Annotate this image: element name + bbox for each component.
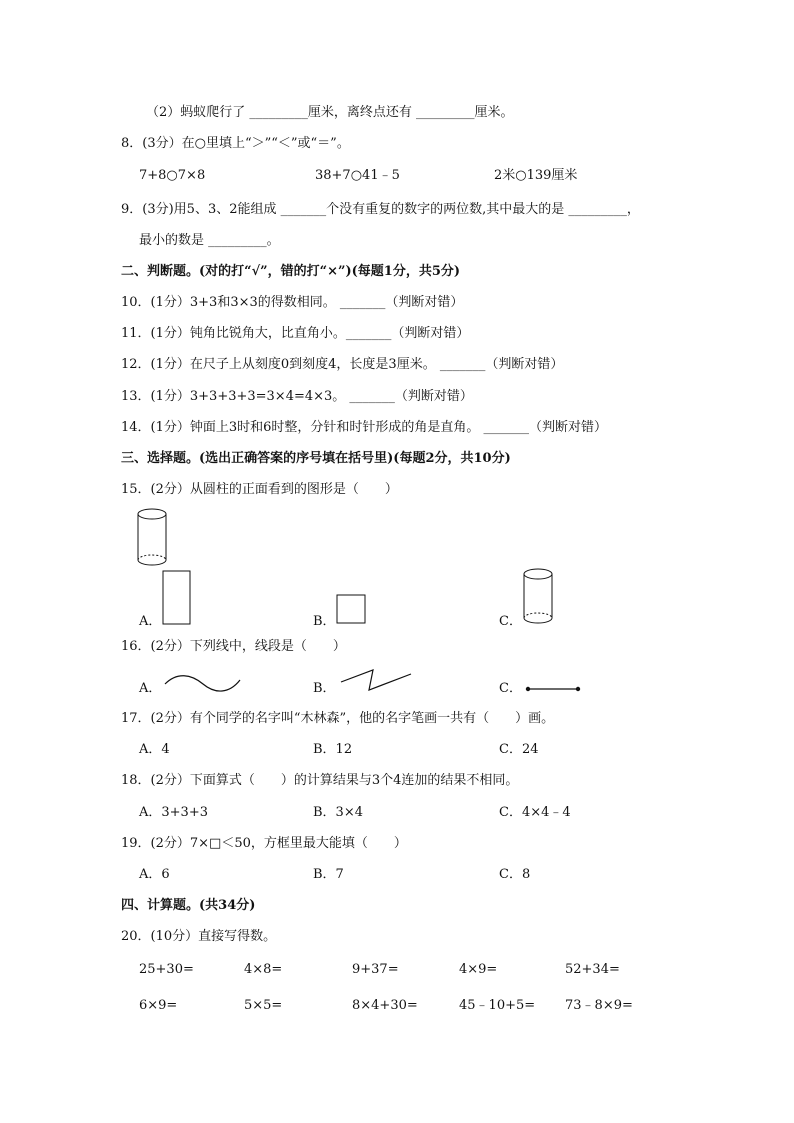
q15-option-a[interactable]: A．: [139, 614, 162, 629]
calc-item: 9+37=: [352, 962, 399, 977]
q8-item: 7+8○7×8: [139, 168, 206, 183]
calc-item: 25+30=: [139, 962, 194, 977]
square-figure: [336, 594, 368, 626]
q15-option-c[interactable]: C．: [499, 614, 522, 629]
q17-option-a[interactable]: A．4: [139, 742, 170, 757]
q16-option-a[interactable]: A．: [139, 681, 162, 696]
q18-question: 18．(2分）下面算式（ ）的计算结果与3个4连加的结果不相同。: [121, 773, 519, 788]
judge-item: 14．(1分）钟面上3时和6时整，分针和时针形成的角是直角。 _______（判断对错）: [121, 420, 608, 435]
broken-line-figure: [339, 668, 415, 694]
q15-option-b[interactable]: B．: [313, 614, 336, 629]
q18-option-a[interactable]: A．3+3+3: [139, 805, 208, 820]
q18-option-c[interactable]: C．4×4﹣4: [499, 805, 571, 820]
section2-title: 二、判断题。(对的打“√”，错的打“×”)(每题1分，共5分): [121, 264, 461, 279]
section4-title: 四、计算题。(共34分): [121, 898, 256, 913]
q19-question: 19．(2分）7×□＜50，方框里最大能填（ ）: [121, 836, 407, 851]
q16-option-b[interactable]: B．: [313, 681, 336, 696]
calc-item: 73﹣8×9=: [565, 998, 633, 1013]
q7-part2: （2）蚂蚁爬行了 _________厘米，离终点还有 _________厘米。: [146, 105, 514, 120]
q9-line2: 最小的数是 _________。: [139, 233, 280, 248]
q15-question: 15．(2分）从圆柱的正面看到的图形是（ ）: [121, 482, 398, 497]
q18-option-b[interactable]: B．3×4: [313, 805, 363, 820]
q8-item: 2米○139厘米: [494, 168, 578, 183]
calc-item: 6×9=: [139, 998, 178, 1013]
calc-item: 45﹣10+5=: [459, 998, 536, 1013]
section3-title: 三、选择题。(选出正确答案的序号填在括号里)(每题2分，共10分): [121, 451, 511, 466]
q19-option-c[interactable]: C．8: [499, 867, 531, 882]
q17-option-b[interactable]: B．12: [313, 742, 353, 757]
cylinder-figure: [520, 566, 556, 628]
judge-item: 12．(1分）在尺子上从刻度0到刻度4，长度是3厘米。 _______（判断对错）: [121, 357, 564, 372]
line-segment-figure: [523, 684, 583, 694]
q16-option-c[interactable]: C．: [499, 681, 522, 696]
calc-item: 5×5=: [244, 998, 283, 1013]
q19-option-b[interactable]: B．7: [313, 867, 344, 882]
calc-item: 52+34=: [565, 962, 620, 977]
judge-item: 10．(1分）3+3和3×3的得数相同。 _______（判断对错）: [121, 295, 464, 310]
wavy-line-figure: [163, 672, 243, 694]
calc-item: 4×9=: [459, 962, 498, 977]
q20-question: 20．(10分）直接写得数。: [121, 929, 277, 944]
judge-item: 11．(1分）钝角比锐角大，比直角小。_______（判断对错）: [121, 326, 470, 341]
q17-question: 17．(2分）有个同学的名字叫“木林森”，他的名字笔画一共有（ ）画。: [121, 711, 555, 726]
cylinder-figure: [132, 506, 172, 568]
q8-item: 38+7○41﹣5: [315, 168, 400, 183]
calc-item: 8×4+30=: [352, 998, 418, 1013]
q16-question: 16．(2分）下列线中，线段是（ ）: [121, 639, 346, 654]
q17-option-c[interactable]: C．24: [499, 742, 539, 757]
q9-line1: 9．(3分)用5、3、2能组成 _______个没有重复的数字的两位数,其中最大的是 _________，: [121, 202, 640, 217]
calc-item: 4×8=: [244, 962, 283, 977]
q8-title: 8．(3分）在○里填上“＞”“＜”或“＝”。: [121, 136, 350, 151]
rectangle-figure: [162, 570, 192, 626]
judge-item: 13．(1分）3+3+3+3=3×4=4×3。 _______（判断对错）: [121, 389, 473, 404]
q19-option-a[interactable]: A．6: [139, 867, 170, 882]
